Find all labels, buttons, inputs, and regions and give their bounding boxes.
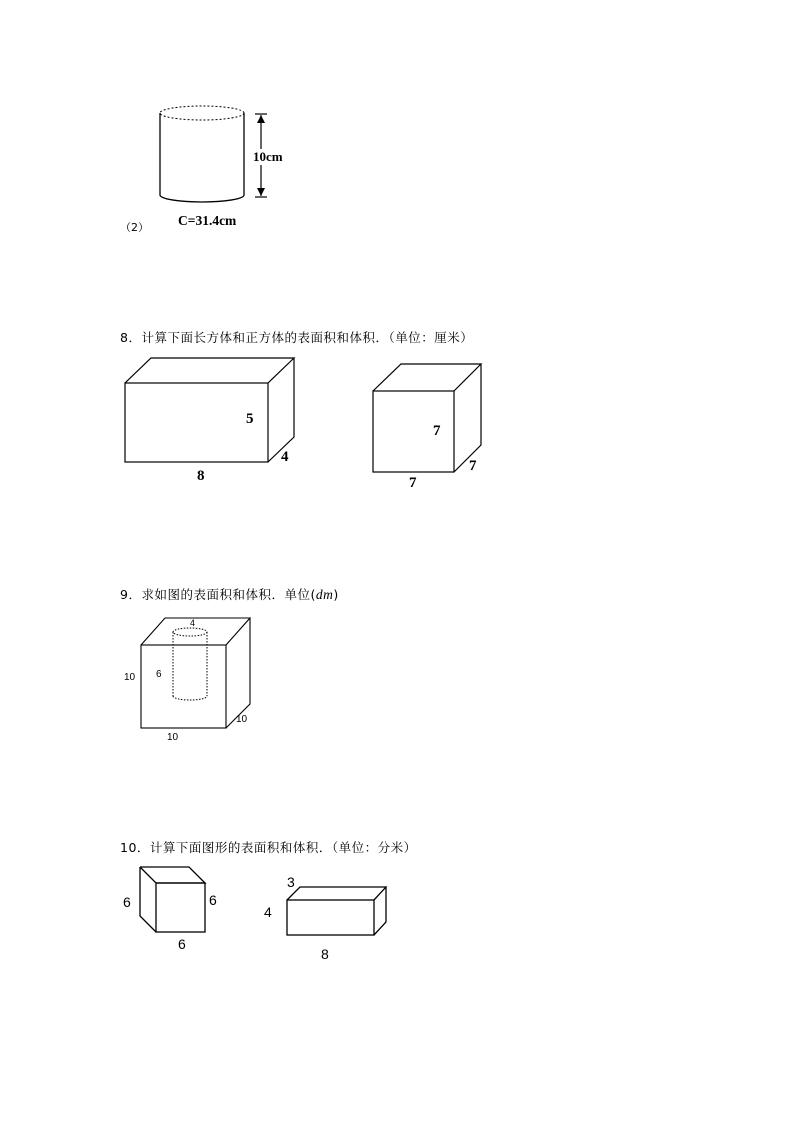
cube-length-label: 10 — [167, 732, 179, 743]
small-cube-figure — [139, 866, 209, 936]
cuboid-depth-label: 3 — [287, 874, 295, 890]
cube-side-label: 7 — [469, 458, 477, 474]
question-8-title: 8．计算下面长方体和正方体的表面积和体积．（单位：厘米） — [120, 330, 474, 345]
cube-height-label: 10 — [124, 672, 136, 683]
cuboid-side-face — [268, 358, 294, 462]
part-label: （2） — [120, 221, 149, 234]
cuboid-width-label: 4 — [281, 449, 289, 465]
cylinder-bottom-arc — [160, 195, 244, 202]
hole-top-ellipse — [173, 628, 207, 636]
cube-front-face — [156, 883, 205, 932]
arrowhead-up — [257, 115, 265, 123]
cube-left-label: 6 — [123, 894, 131, 910]
cuboid-top-face — [287, 887, 386, 900]
cube-right-label: 6 — [209, 892, 217, 908]
cuboid-front-face — [287, 900, 374, 935]
cube-depth-label: 10 — [236, 714, 248, 725]
cube-side-face — [226, 618, 250, 728]
cube-front-label: 7 — [433, 423, 441, 439]
cube-top-face — [140, 867, 205, 883]
circumference-label: C=31.4cm — [178, 213, 237, 228]
height-label: 10cm — [253, 149, 283, 164]
cuboid-length-label: 8 — [197, 468, 205, 484]
title-close-paren: ) — [333, 587, 339, 602]
cuboid-height-label: 4 — [264, 904, 272, 920]
cube-side-face — [140, 867, 156, 932]
hole-bottom-arc — [173, 696, 207, 700]
unit-label: dm — [315, 587, 334, 602]
arrowhead-down — [257, 188, 265, 196]
cylinder-top-ellipse — [160, 106, 244, 120]
cube-top-face — [373, 364, 481, 391]
long-cuboid-figure — [286, 886, 391, 941]
cuboid-figure — [124, 357, 304, 467]
hole-diameter-label: 4 — [190, 618, 196, 628]
cube-top-face — [141, 618, 250, 645]
cuboid-height-label: 5 — [246, 411, 254, 427]
question-9-title — [120, 585, 339, 603]
cube-bottom-label: 6 — [178, 936, 186, 952]
question-10-title: 10．计算下面图形的表面积和体积．（单位：分米） — [120, 840, 417, 855]
cuboid-length-label: 8 — [321, 946, 329, 962]
cube-bottom-label: 7 — [409, 475, 417, 491]
question-9-title-text: 9．求如图的表面积和体积．单位( — [120, 587, 316, 602]
cube-side-face — [454, 364, 481, 472]
cuboid-top-face — [125, 358, 294, 383]
cube-front-face — [141, 645, 226, 728]
cube-front-face — [373, 391, 454, 472]
hole-depth-label: 6 — [156, 669, 162, 680]
